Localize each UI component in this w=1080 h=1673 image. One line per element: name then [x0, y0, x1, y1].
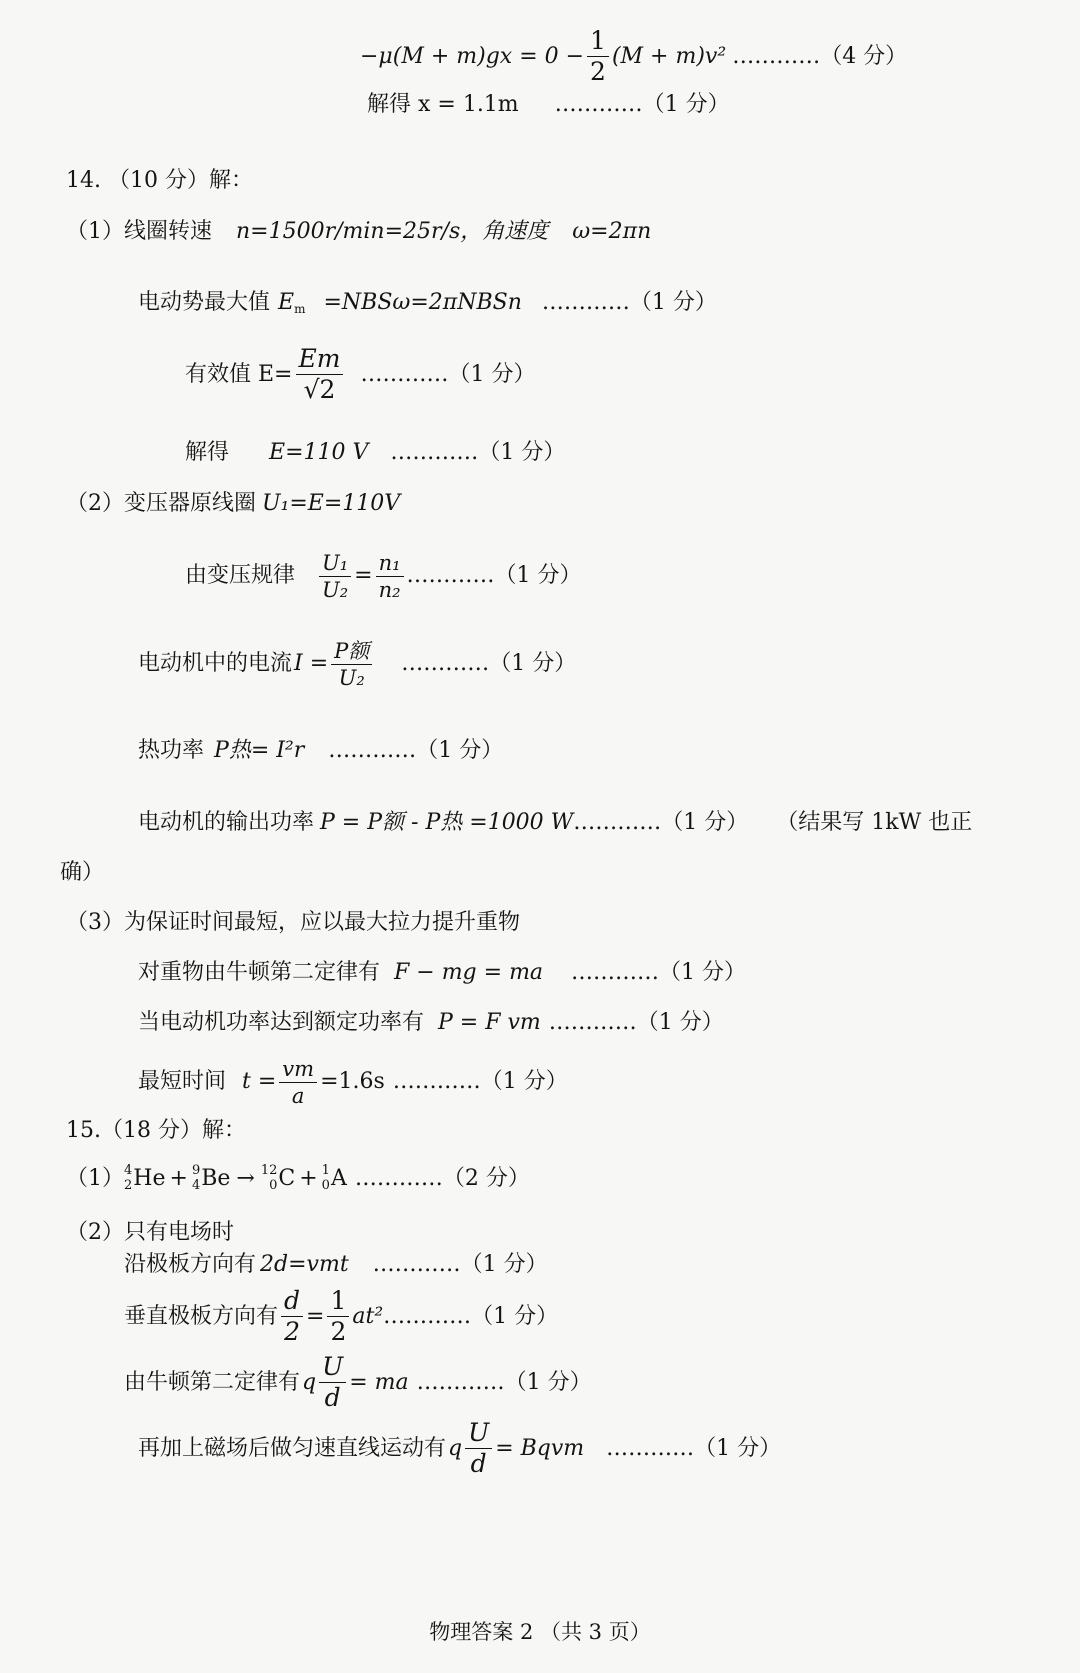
score: …………（2 分）	[354, 1165, 530, 1191]
field-fraction: $\frac{U}{d}$	[319, 1354, 346, 1412]
magnetic-field-line: 再加上磁场后做匀速直线运动有 q $\frac{U}{d}$ = Bqvm …………（1 分）	[138, 1418, 782, 1479]
voltage-fraction: $\frac{\text{U₁}}{\text{U₂}}$	[319, 552, 351, 601]
beryllium-nuclide: 9 4 Be	[191, 1163, 231, 1193]
time-fraction: $\frac{vm}{a}$	[279, 1058, 317, 1107]
transformer-ratio-line: 由变压规律 $\frac{\text{U₁}}{\text{U₂}}$ = $\frac{\text{n₁}}{\text{n₂}}$ …………（1 分）	[185, 551, 582, 603]
helium-nuclide: 4 2 He	[124, 1163, 166, 1193]
score: …………（1 分）	[541, 290, 717, 315]
q14-heading: 14. （10 分）解：	[66, 168, 253, 193]
along-plate-line: 沿极板方向有 2d=vmt …………（1 分）	[124, 1252, 548, 1277]
score: …………（1 分）	[606, 1435, 782, 1461]
newton-law-line: 对重物由牛顿第二定律有 F − mg = ma …………（1 分）	[138, 960, 747, 985]
score: …………（1 分）	[360, 361, 536, 387]
half-fraction: $\frac{1}{2}$	[587, 28, 609, 86]
score: …………（1 分）	[406, 563, 582, 589]
score: …………（1 分）	[573, 810, 749, 835]
score: …………（1 分）	[416, 1369, 592, 1395]
rated-power-line: 当电动机功率达到额定功率有 P = F vm …………（1 分）	[138, 1010, 724, 1035]
q14-part1-line: （1）线圈转速 n=1500r/min=25r/s，角速度 ω=2πn	[66, 219, 652, 244]
score: …………（1 分）	[401, 651, 577, 677]
carbon-nuclide: 12 0 C	[260, 1163, 296, 1193]
max-emf-line: 电动势最大值 $E_m$ =NBSω=2πNBSn …………（1 分）	[138, 290, 717, 316]
output-power-note: 确）	[60, 860, 105, 885]
score: …………（1 分）	[548, 1010, 724, 1035]
score: …………（1 分）	[383, 1303, 559, 1329]
output-power-line: 电动机的输出功率 P = P额 - P热 =1000 W …………（1 分） （结果写 1kW 也正	[138, 810, 973, 835]
q14-part3-line: （3）为保证时间最短，应以最大拉力提升重物	[66, 910, 520, 935]
distance-result: 解得 x = 1.1m …………（1 分）	[367, 92, 730, 117]
particle-a-nuclide: 1 0 A	[321, 1163, 347, 1193]
emf-result-line: 解得 E=110 V …………（1 分）	[185, 440, 566, 465]
equation-rhs: (M + m)v²	[611, 43, 727, 69]
effective-value-line: 有效值 E= $\frac{Em}{√2}$ …………（1 分）	[185, 344, 536, 405]
current-fraction: $\frac{\text{P额}}{\text{U₂}}$	[331, 640, 372, 689]
score: …………（1 分）	[554, 92, 730, 117]
score: …………（1 分）	[390, 440, 566, 465]
score: …………（1 分）	[328, 738, 504, 763]
page-footer: 物理答案 2 （共 3 页）	[429, 1620, 651, 1644]
heat-power-line: 热功率 P热= I²r …………（1 分）	[138, 738, 504, 763]
turns-fraction: $\frac{\text{n₁}}{\text{n₂}}$	[376, 552, 404, 601]
nuclear-reaction-line: （1） 4 2 He + 9 4 Be → 12 0 C + 1 0 A …………（2 分）	[66, 1163, 530, 1193]
motor-current-line: 电动机中的电流 I = $\frac{\text{P额}}{\text{U₂}}$ …………（1 分）	[138, 639, 577, 691]
shortest-time-line: 最短时间 t = $\frac{vm}{a}$ =1.6s …………（1 分）	[138, 1057, 568, 1109]
half-fraction: $\frac{1}{2}$	[327, 1288, 349, 1346]
field-fraction: $\frac{U}{d}$	[465, 1420, 492, 1478]
q15-heading: 15.（18 分）解：	[66, 1118, 246, 1143]
perpendicular-plate-line: 垂直极板方向有 $\frac{d}{2}$ = $\frac{1}{2}$ at² …………（1 分）	[124, 1286, 559, 1347]
score: …………（1 分）	[392, 1069, 568, 1095]
equation-lhs: −μ(M + m)gx = 0 −	[360, 43, 585, 69]
newton-second-law-line: 由牛顿第二定律有 q $\frac{U}{d}$ = ma …………（1 分）	[124, 1352, 592, 1413]
arrow-icon: →	[236, 1165, 255, 1191]
momentum-energy-equation	[360, 28, 907, 86]
q14-part2-line: （2）变压器原线圈 U₁=E=110V	[66, 491, 401, 516]
q15-part2-line: （2）只有电场时	[66, 1220, 234, 1245]
score: …………（1 分）	[372, 1252, 548, 1277]
half-d-fraction: $\frac{d}{2}$	[281, 1288, 303, 1346]
effective-fraction: $\frac{Em}{√2}$	[296, 346, 344, 404]
score: …………（1 分）	[571, 960, 747, 985]
score: …………（4 分）	[732, 43, 908, 69]
